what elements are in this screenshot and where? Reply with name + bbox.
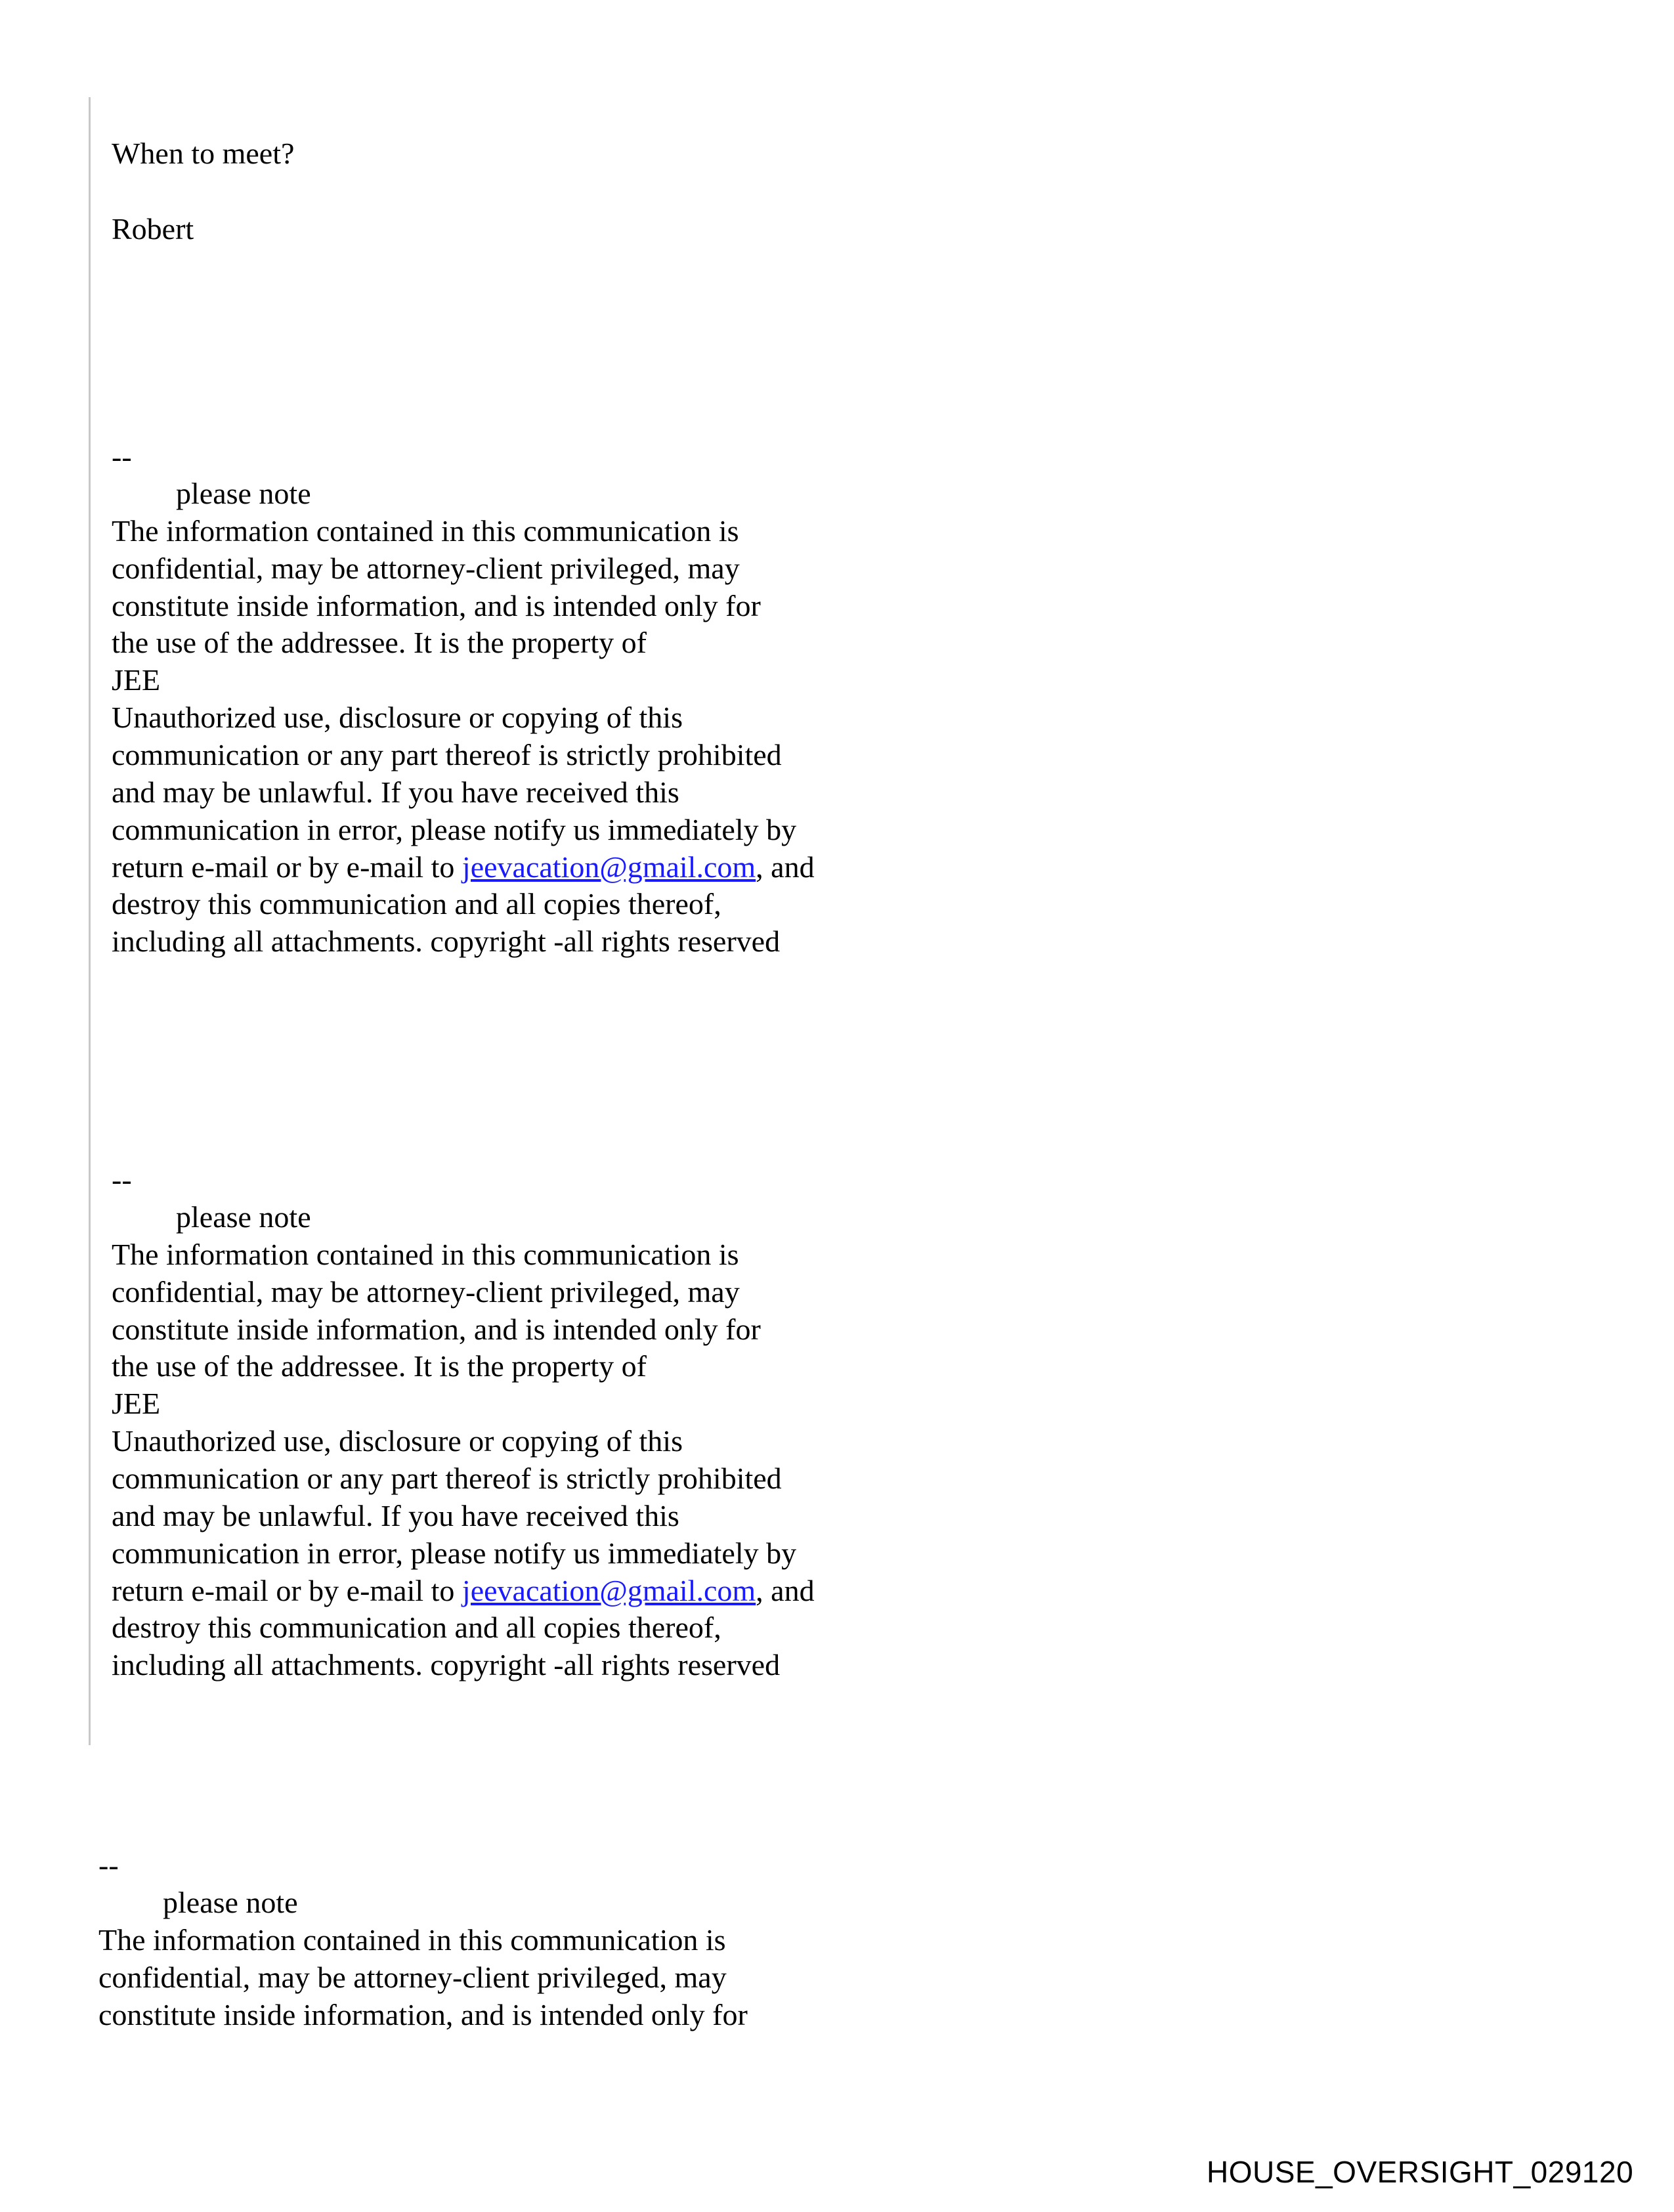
disclaimer-line: communication or any part thereof is strictly prohibited xyxy=(112,738,782,771)
email-link[interactable]: jeevacation@gmail.com xyxy=(461,1574,756,1607)
disclaimer-line-email xyxy=(112,1572,815,1609)
disclaimer-line: Unauthorized use, disclosure or copying of this xyxy=(112,701,683,734)
disclaimer-line: destroy this communication and all copies thereof, xyxy=(112,1611,721,1644)
disclaimer-line: including all attachments. copyright -all rights reserved xyxy=(112,1648,781,1681)
disclaimer-line: the use of the addressee. It is the property of xyxy=(112,626,647,659)
disclaimer-line: destroy this communication and all copies thereof, xyxy=(112,887,721,921)
disclaimer-heading: please note xyxy=(163,1886,298,1919)
disclaimer-line: constitute inside information, and is intended only for xyxy=(112,589,761,622)
disclaimer-line: including all attachments. copyright -all rights reserved xyxy=(112,924,781,958)
disclaimer-line: confidential, may be attorney-client privileged, may xyxy=(112,1275,740,1309)
disclaimer-heading: please note xyxy=(176,1200,311,1234)
disclaimer-line: and may be unlawful. If you have received this xyxy=(112,775,679,809)
disclaimer-line: confidential, may be attorney-client privileged, may xyxy=(112,552,740,585)
disclaimer-text: return e-mail or by e-mail to xyxy=(112,1574,462,1607)
disclaimer-line: and may be unlawful. If you have received this xyxy=(112,1499,679,1532)
disclaimer-text: return e-mail or by e-mail to xyxy=(112,850,462,884)
disclaimer-line: Unauthorized use, disclosure or copying of this xyxy=(112,1424,683,1458)
disclaimer-line: communication in error, please notify us immediately by xyxy=(112,1536,797,1570)
disclaimer-line-email xyxy=(112,848,815,886)
disclaimer-separator: -- xyxy=(112,1163,132,1196)
disclaimer-line: JEE xyxy=(112,1387,161,1420)
quoted-text-bar xyxy=(89,97,91,1745)
disclaimer-line: The information contained in this communication is xyxy=(112,514,739,548)
disclaimer-line: communication in error, please notify us immediately by xyxy=(112,813,797,846)
disclaimer-line: confidential, may be attorney-client privileged, may xyxy=(98,1961,727,1994)
disclaimer-line: JEE xyxy=(112,663,161,697)
document-id: HOUSE_OVERSIGHT_029120 xyxy=(1207,2155,1634,2189)
disclaimer-line: constitute inside information, and is intended only for xyxy=(98,1998,748,2031)
disclaimer-line: The information contained in this communication is xyxy=(112,1238,739,1271)
message-greeting: When to meet? xyxy=(112,137,295,170)
disclaimer-separator: -- xyxy=(112,440,132,473)
message-signature: Robert xyxy=(112,212,194,246)
disclaimer-line: the use of the addressee. It is the property of xyxy=(112,1349,647,1383)
disclaimer-separator: -- xyxy=(98,1848,119,1882)
disclaimer-line: constitute inside information, and is intended only for xyxy=(112,1312,761,1346)
disclaimer-text: , and xyxy=(756,1574,815,1607)
disclaimer-line: communication or any part thereof is strictly prohibited xyxy=(112,1462,782,1495)
email-link[interactable]: jeevacation@gmail.com xyxy=(461,850,756,884)
disclaimer-text: , and xyxy=(756,850,815,884)
disclaimer-heading: please note xyxy=(176,477,311,510)
disclaimer-line: The information contained in this communication is xyxy=(98,1923,726,1957)
